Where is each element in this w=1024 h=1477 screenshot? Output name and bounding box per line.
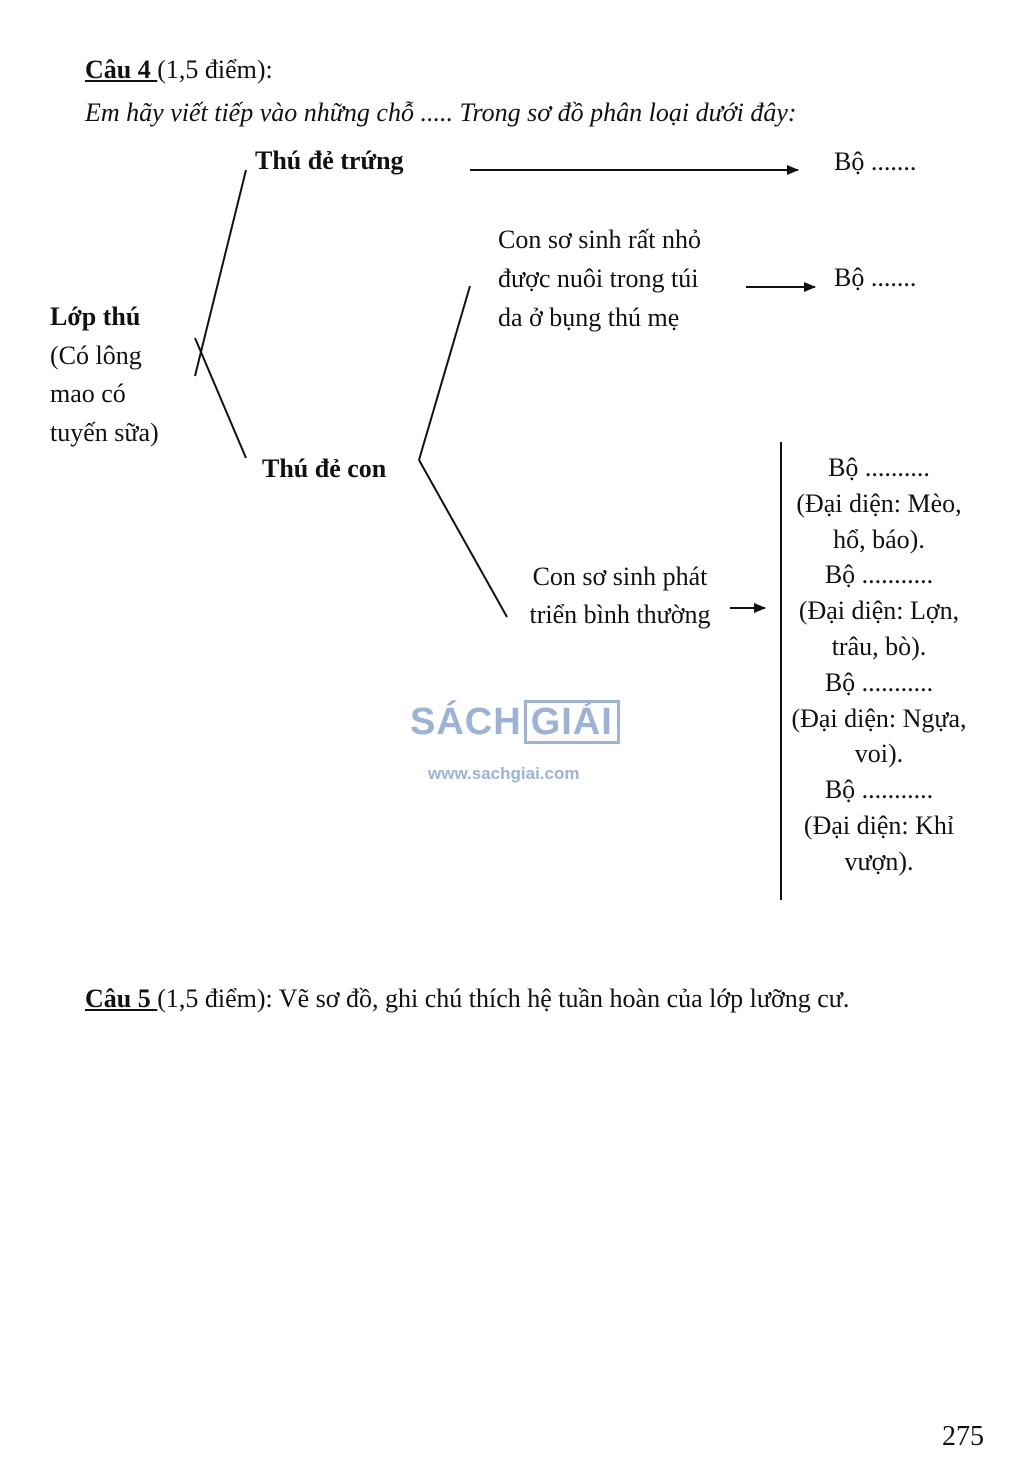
question-5-label: Câu 5	[85, 984, 158, 1013]
order-perissodactyla-rep-1: (Đại diện: Ngựa,	[791, 703, 967, 733]
normal-development-description	[510, 558, 730, 634]
pouch-line-3: da ở bụng thú mẹ	[498, 303, 680, 332]
normal-line-2: triển bình thường	[529, 600, 711, 629]
watermark-brand-right: GIẢI	[524, 700, 620, 744]
question-4-points: (1,5 điểm):	[157, 55, 273, 84]
order-primates-blank: Bộ ...........	[824, 775, 934, 805]
fork-line-root-to-egg	[195, 170, 246, 376]
pouch-line-1: Con sơ sinh rất nhỏ	[498, 225, 701, 254]
normal-line-1: Con sơ sinh phát	[532, 562, 708, 591]
watermark-url: www.sachgiai.com	[428, 764, 580, 783]
root-title: Lớp thú	[50, 302, 141, 331]
root-node-mammals	[50, 298, 159, 452]
question-5-text: (1,5 điểm): Vẽ sơ đồ, ghi chú thích hệ tuần hoàn của lớp lưỡng cư.	[157, 984, 850, 1013]
egg-order-blank: Bộ .......	[834, 147, 917, 176]
order-primates-rep-2: vượn).	[844, 846, 914, 876]
root-line-1: (Có lông	[50, 340, 142, 370]
fork-line-live-to-pouch	[419, 286, 470, 460]
branch-live-birth-label: Thú đẻ con	[262, 454, 387, 483]
orders-list	[784, 450, 974, 880]
fork-line-root-to-live	[195, 338, 246, 458]
pouch-description	[498, 220, 701, 337]
root-line-3: tuyến sữa)	[50, 417, 159, 447]
watermark-logo	[410, 700, 622, 746]
fork-line-live-to-normal	[419, 460, 507, 617]
watermark-brand-left: SÁCH	[410, 701, 522, 743]
order-artiodactyla-rep-1: (Đại diện: Lợn,	[798, 596, 960, 626]
order-carnivora-blank: Bộ ..........	[828, 453, 930, 482]
order-artiodactyla-blank: Bộ ...........	[824, 560, 934, 590]
order-perissodactyla-rep-2: voi).	[854, 739, 904, 769]
branch-egg-laying-label: Thú đẻ trứng	[255, 146, 404, 175]
order-perissodactyla-blank: Bộ ...........	[824, 667, 934, 697]
question-5	[85, 983, 849, 1014]
root-line-2: mao có	[50, 379, 126, 408]
question-4-label: Câu 4	[85, 55, 158, 84]
order-primates-rep-1: (Đại diện: Khỉ	[803, 810, 955, 840]
page-number: 275	[942, 1421, 984, 1452]
question-4-instruction: Em hãy viết tiếp vào những chỗ ..... Trong sơ đồ phân loại dưới đây:	[85, 98, 797, 127]
order-carnivora-rep-1: (Đại diện: Mèo,	[796, 488, 962, 518]
pouch-line-2: được nuôi trong túi	[498, 264, 699, 293]
order-artiodactyla-rep-2: trâu, bò).	[831, 631, 927, 661]
order-carnivora-rep-2: hổ, báo).	[833, 524, 925, 554]
pouch-order-blank: Bộ .......	[834, 263, 917, 292]
